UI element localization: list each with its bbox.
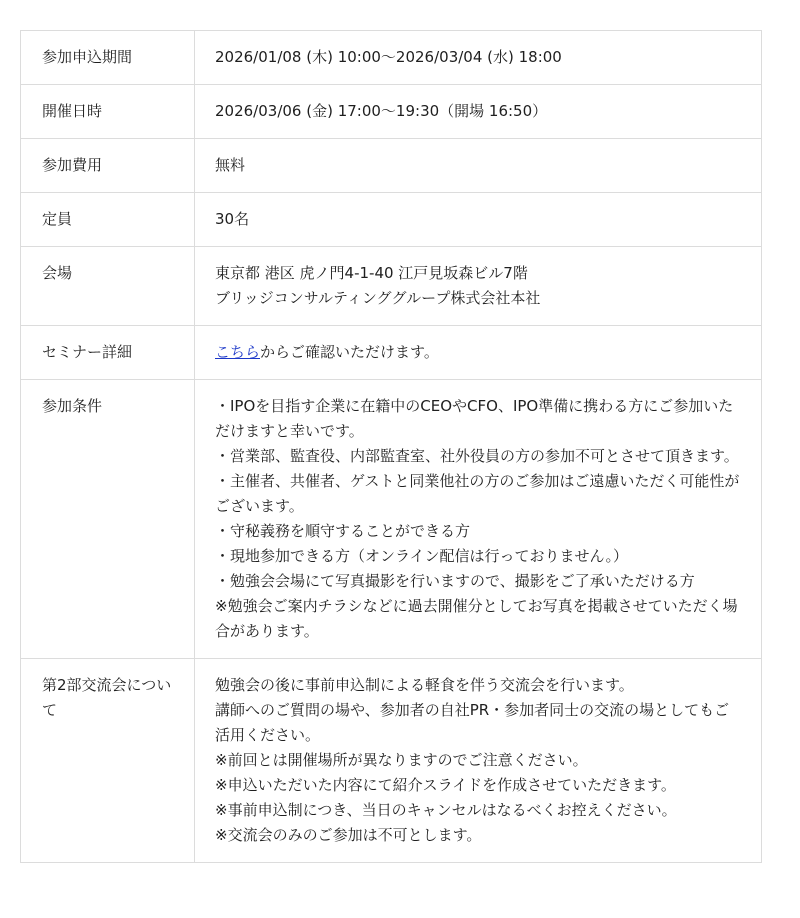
row-label: 第2部交流会について: [21, 659, 195, 863]
table-row-conditions: [21, 380, 762, 659]
row-label: 参加申込期間: [21, 31, 195, 85]
value-line: ※交流会のみのご参加は不可とします。: [215, 826, 482, 844]
row-value: [195, 193, 762, 247]
row-value: [195, 85, 762, 139]
value-line: 東京都 港区 虎ノ門4-1-40 江戸見坂森ビル7階: [215, 264, 528, 282]
value-line: ※申込いただいた内容にて紹介スライドを作成させていただきます。: [215, 776, 676, 794]
table-row-capacity: [21, 193, 762, 247]
value-line: ※前回とは開催場所が異なりますのでご注意ください。: [215, 751, 588, 769]
value-line: ・IPOを目指す企業に在籍中のCEOやCFO、IPO準備に携わる方にご参加いただけますと幸いです。: [215, 397, 734, 440]
table-row-date-time: [21, 85, 762, 139]
row-label: 参加費用: [21, 139, 195, 193]
value-line: ブリッジコンサルティンググループ株式会社本社: [215, 289, 541, 307]
value-line: 勉強会の後に事前申込制による軽食を伴う交流会を行います。: [215, 676, 634, 694]
table-row-seminar-details: [21, 326, 762, 380]
value-line: 無料: [215, 156, 246, 174]
row-value: [195, 659, 762, 863]
row-value: [195, 247, 762, 326]
table-row-fee: [21, 139, 762, 193]
row-label: 開催日時: [21, 85, 195, 139]
details-link-suffix: からご確認いただけます。: [260, 343, 439, 361]
row-value: [195, 31, 762, 85]
event-info-table: [20, 30, 762, 863]
value-line: 30名: [215, 210, 250, 228]
value-line: ・守秘義務を順守することができる方: [215, 522, 471, 540]
value-line: ・営業部、監査役、内部監査室、社外役員の方の参加不可とさせて頂きます。: [215, 447, 739, 465]
value-line: ・現地参加できる方（オンライン配信は行っておりません。）: [215, 547, 628, 565]
row-label: セミナー詳細: [21, 326, 195, 380]
row-value: [195, 326, 762, 380]
table-row-application-period: [21, 31, 762, 85]
value-line: 講師へのご質問の場や、参加者の自社PR・参加者同士の交流の場としてもご活用ください。: [215, 701, 730, 744]
row-label: 会場: [21, 247, 195, 326]
row-value: [195, 380, 762, 659]
row-label: 参加条件: [21, 380, 195, 659]
table-row-networking: [21, 659, 762, 863]
details-link[interactable]: こちら: [215, 343, 261, 361]
table-row-venue: [21, 247, 762, 326]
value-line: ※勉強会ご案内チラシなどに過去開催分としてお写真を掲載させていただく場合があります。: [215, 597, 738, 640]
row-label: 定員: [21, 193, 195, 247]
value-line: ※事前申込制につき、当日のキャンセルはなるべくお控えください。: [215, 801, 677, 819]
value-line: 2026/03/06 (金) 17:00〜19:30（開場 16:50）: [215, 102, 548, 120]
value-line: ・主催者、共催者、ゲストと同業他社の方のご参加はご遠慮いただく可能性がございます。: [215, 472, 740, 515]
value-line: ・勉強会会場にて写真撮影を行いますので、撮影をご了承いただける方: [215, 572, 695, 590]
value-line: 2026/01/08 (木) 10:00〜2026/03/04 (水) 18:00: [215, 48, 562, 66]
row-value: [195, 139, 762, 193]
